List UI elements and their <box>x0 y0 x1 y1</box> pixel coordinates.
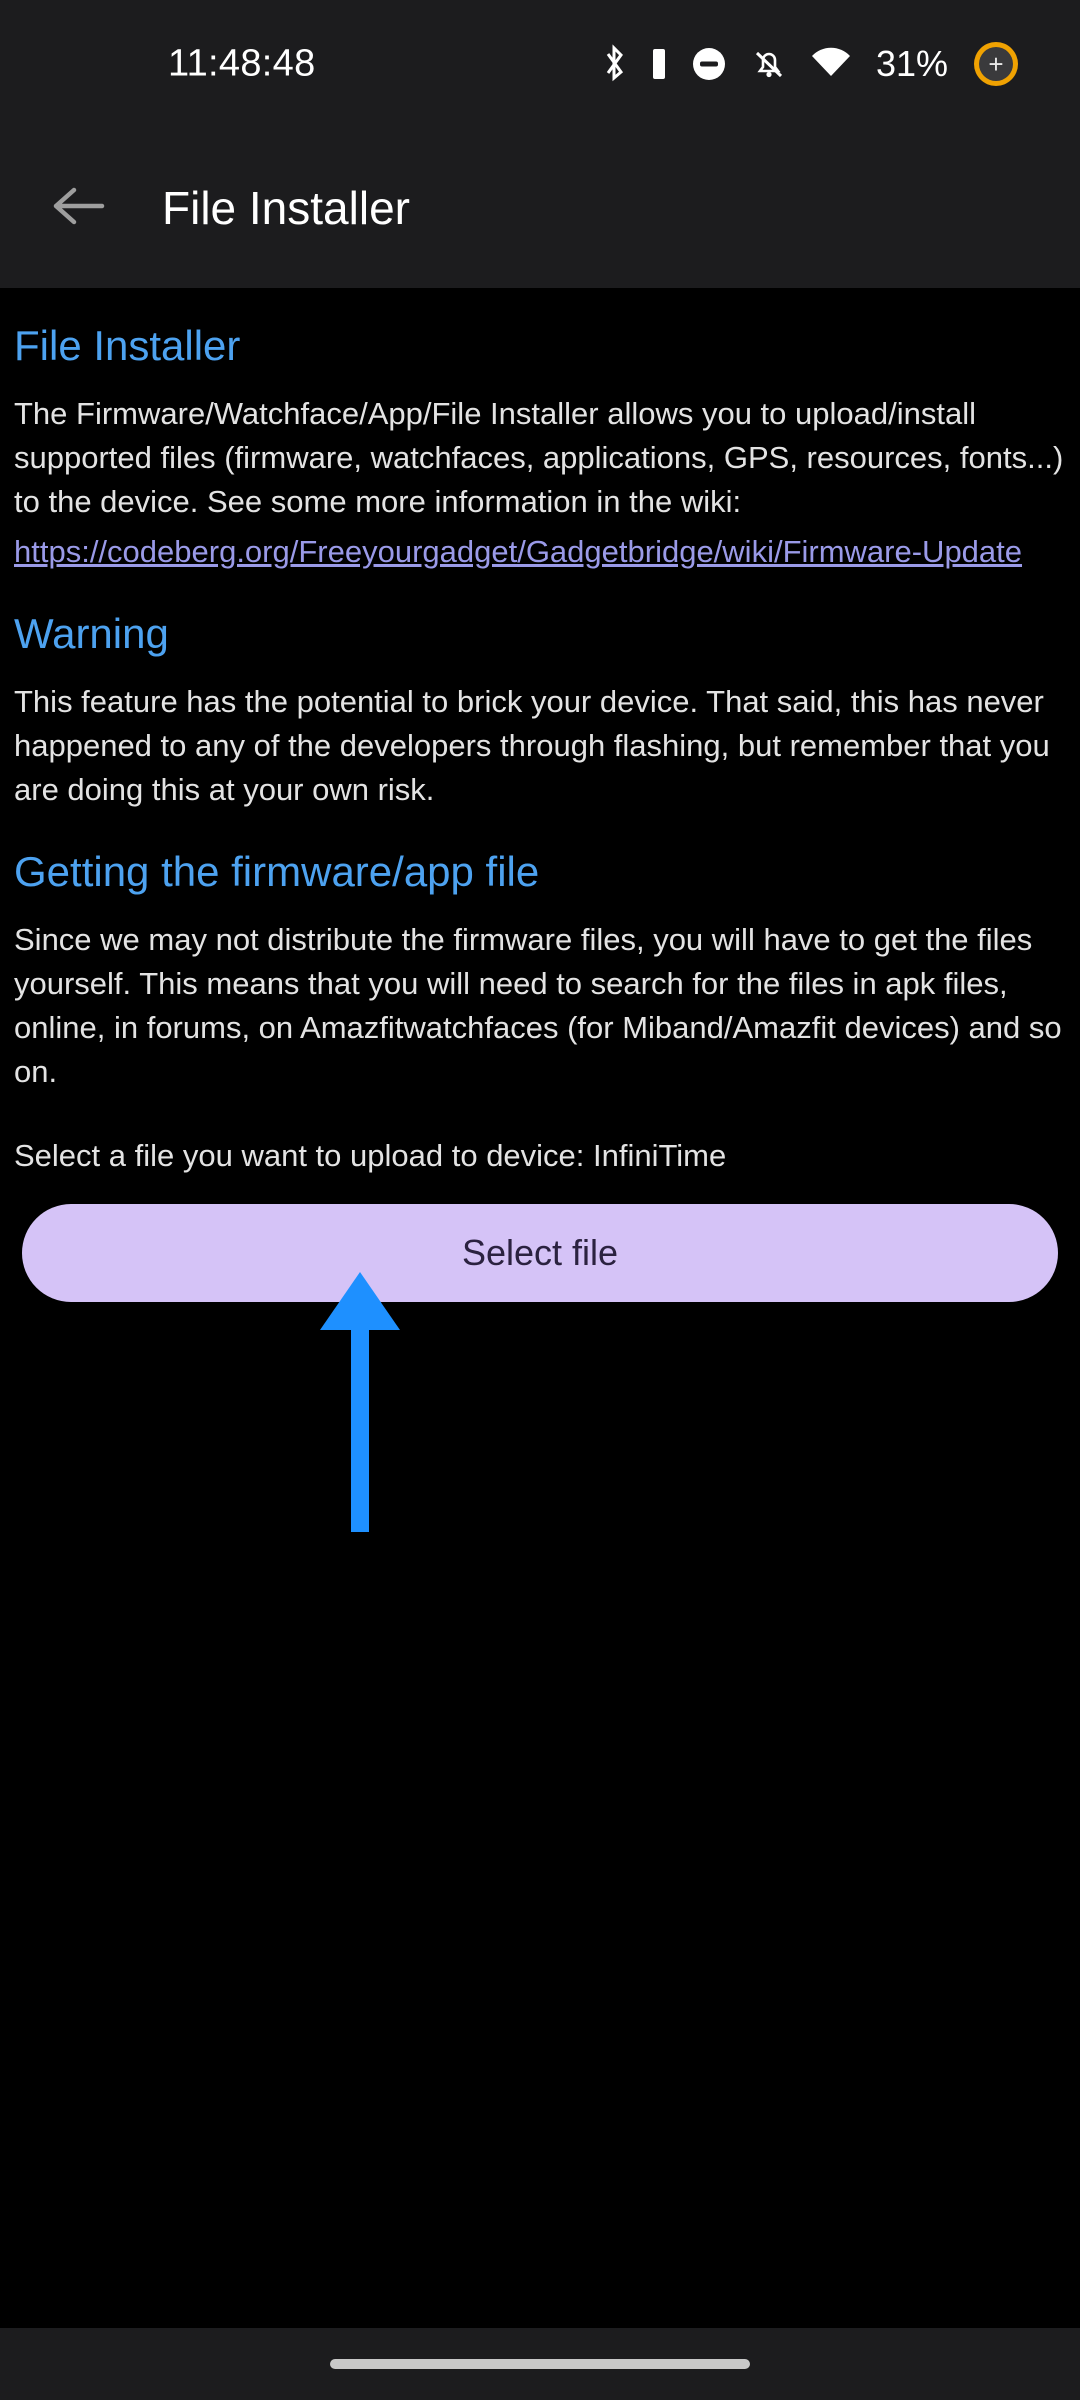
intro-paragraph: The Firmware/Watchface/App/File Installer allows you to upload/install supported files (firmware, watchfaces, applications, GPS, resources, fonts...) to the device. See some more information in the wiki: <box>14 396 1064 520</box>
page-title: File Installer <box>162 182 410 234</box>
status-icons <box>602 42 1018 86</box>
select-file-hint: Select a file you want to upload to device: InfiniTime <box>14 1138 727 1174</box>
wifi-icon <box>810 47 852 81</box>
heading-warning: Warning <box>14 610 169 658</box>
select-file-button[interactable]: Select file <box>22 1204 1058 1302</box>
battery-percentage: 31% <box>875 43 948 84</box>
bluetooth-icon <box>602 44 628 84</box>
notifications-muted-icon <box>750 45 788 83</box>
back-button[interactable] <box>42 172 114 244</box>
battery-small-icon <box>650 47 668 81</box>
getting-firmware-paragraph: Since we may not distribute the firmware files, you will have to get the files yourself. This means that you will need to search for the files in apk files, online, in forums, on Amazfitwatchfaces (for Miband/Amazfit devices) and so on. <box>14 922 1062 1090</box>
do-not-disturb-icon <box>690 45 728 83</box>
status-clock: 11:48:48 <box>168 42 316 85</box>
system-navigation-bar <box>0 2328 1080 2400</box>
status-bar <box>0 0 1080 128</box>
wiki-link[interactable]: https://codeberg.org/Freeyourgadget/Gadgetbridge/wiki/Firmware-Update <box>14 534 1023 570</box>
up-arrow-annotation <box>312 1272 408 1532</box>
main-content <box>0 322 1080 1302</box>
home-gesture-pill[interactable] <box>330 2359 750 2369</box>
back-arrow-icon <box>50 184 106 233</box>
app-bar <box>0 128 1080 288</box>
heading-file-installer: File Installer <box>14 322 241 369</box>
profile-badge-icon <box>974 42 1018 86</box>
profile-badge-glyph: + <box>979 47 1013 81</box>
heading-getting-firmware: Getting the firmware/app file <box>14 848 540 896</box>
warning-paragraph: This feature has the potential to brick your device. That said, this has never happened to any of the developers through flashing, but remember that you are doing this at your own risk. <box>14 684 1050 808</box>
